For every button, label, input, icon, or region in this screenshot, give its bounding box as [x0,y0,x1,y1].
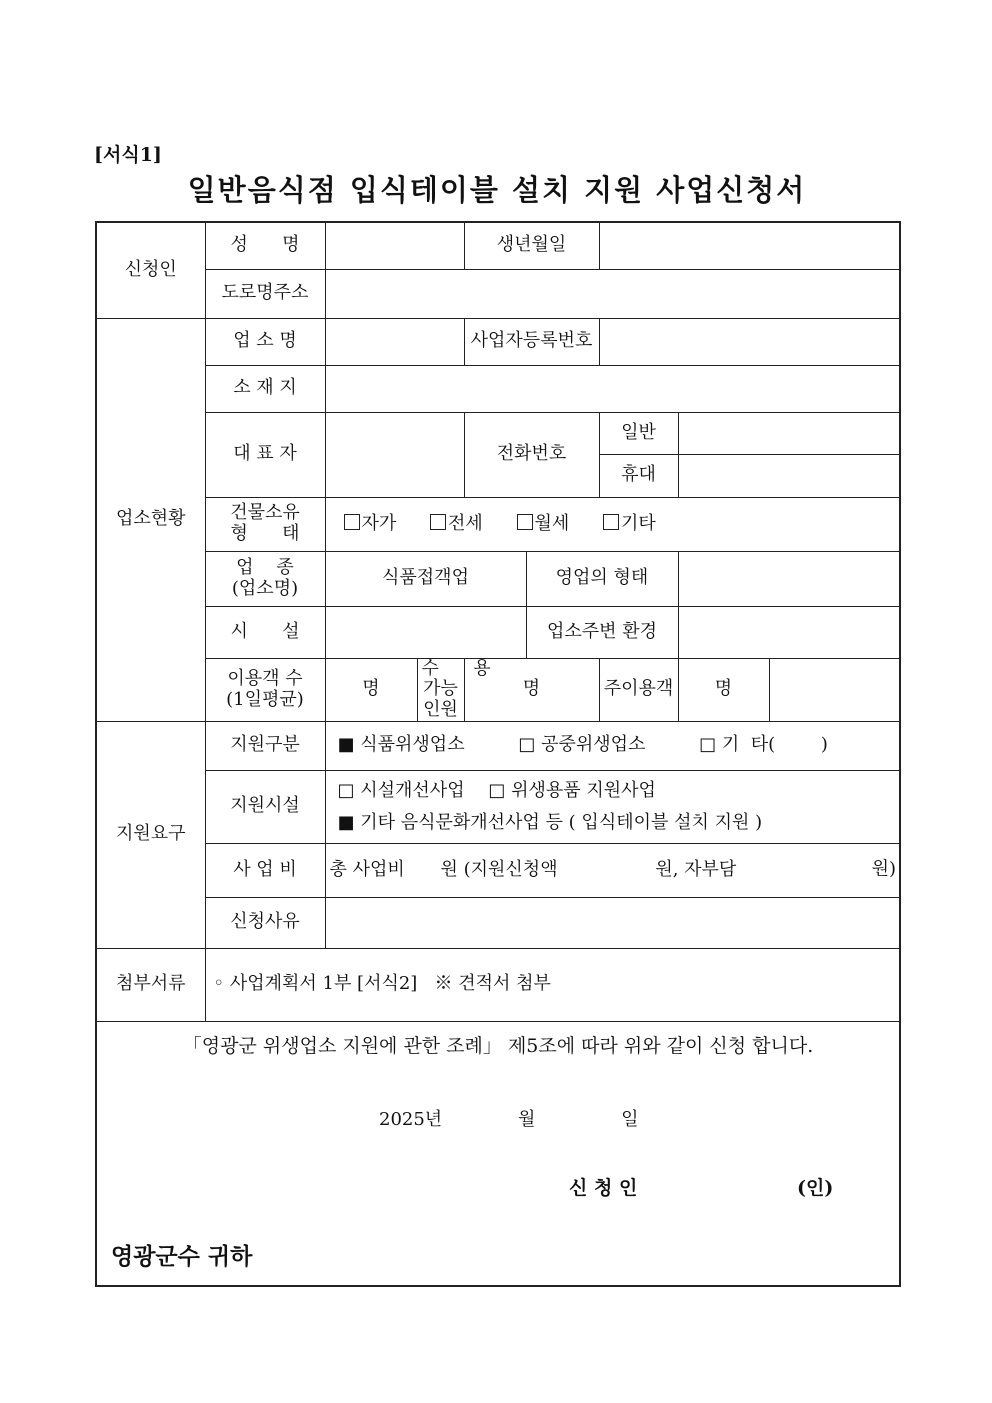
birth-field[interactable] [599,222,900,269]
ownership-other-text: 기타 [621,512,656,534]
support-section-label: 지원요구 [96,721,205,948]
ownership-own-text: 자가 [361,512,397,534]
date-year: 2025년 [379,1108,443,1130]
customers-label-line2: (1일평균) [226,688,304,710]
cost-request-text: 원 (지원신청액 [440,858,558,880]
operation-label: 영업의 형태 [526,551,678,606]
declaration-area [96,1021,900,1286]
attachments-text: ◦ 사업계획서 1부 [서식2] ※ 견적서 첨부 [205,948,900,1021]
ownership-jeonse-text: 전세 [448,512,483,534]
attachments-label: 첨부서류 [96,948,205,1021]
ownership-option-own[interactable] [344,514,397,535]
phone-mobile-field[interactable] [678,454,900,497]
cost-total-text: 총 사업비 [329,858,405,880]
addressee: 영광군수 귀하 [111,1242,253,1270]
cost-label: 사 업 비 [205,843,325,897]
customers-label [205,658,325,721]
ownership-other-checkbox[interactable] [603,514,619,530]
category-food-option[interactable] [338,735,465,756]
facility-improve-mark[interactable]: □ [337,780,355,802]
category-other-option[interactable] [699,735,828,756]
category-food-text: 식품위생업소 [360,734,465,756]
business-type-label-line1: 업 종 [236,556,294,578]
capacity-label [417,657,491,721]
birth-label: 생년월일 [464,222,599,269]
support-facility-line1 [338,775,896,807]
application-form-table [95,221,901,1287]
form-code: [서식1] [94,144,162,166]
facility-improve-text: 시설개선사업 [360,780,465,802]
capacity-label-line1: 수 용 [421,657,491,679]
support-facility-options [325,770,900,843]
category-public-mark[interactable]: □ [518,734,536,756]
phone-label: 전화번호 [464,412,599,497]
business-type-label-line2: (업소명) [231,577,299,599]
representative-field[interactable] [325,412,464,497]
environment-label: 업소주변 환경 [526,606,678,658]
category-public-text: 공중위생업소 [541,734,646,756]
cost-field[interactable] [325,843,900,897]
cost-end-text: 원) [871,858,897,880]
facility-supplies-text: 위생용품 지원사업 [511,780,656,802]
support-facility-label: 지원시설 [205,770,325,843]
reason-label: 신청사유 [205,897,325,948]
address-field[interactable] [325,269,900,318]
date-month: 월 [517,1108,536,1130]
seal-mark: (인) [797,1176,834,1199]
name-field[interactable] [325,222,464,269]
application-date [379,1110,638,1131]
ownership-label-line1: 건물소유 [230,502,300,524]
category-public-option[interactable] [518,735,645,756]
category-other-mark[interactable]: □ [699,734,717,756]
applicant-section-label: 신청인 [96,222,205,318]
facility-supplies-option[interactable] [488,780,656,801]
facility-other-text: 기타 음식문화개선사업 등 ( 입식테이블 설치 지원 ) [360,811,763,833]
ownership-monthly-text: 월세 [534,512,570,534]
reason-field[interactable] [325,897,900,948]
capacity-label-line2: 가능인원 [423,678,458,720]
phone-mobile-label: 휴대 [599,454,678,497]
ownership-label [205,497,325,551]
applicant-signature-label: 신 청 인 [569,1176,638,1199]
name-label: 성 명 [205,222,325,269]
support-category-options [325,721,900,770]
facility-label: 시 설 [205,606,325,658]
ownership-own-checkbox[interactable] [344,514,360,530]
capacity-unit[interactable]: 명 [464,658,599,721]
ownership-label-line2: 형 태 [230,523,300,544]
environment-field[interactable] [678,606,900,658]
shop-name-label: 업 소 명 [205,318,325,365]
ownership-option-jeonse[interactable] [430,514,483,535]
ownership-options [325,497,900,551]
operation-field[interactable] [678,551,900,606]
location-label: 소 재 지 [205,365,325,412]
business-section-label: 업소현황 [96,318,205,721]
date-day: 일 [621,1108,639,1130]
category-food-mark[interactable]: ■ [337,734,355,756]
support-facility-line2[interactable] [338,807,896,839]
ownership-jeonse-checkbox[interactable] [430,514,446,530]
phone-general-field[interactable] [678,412,900,454]
business-type-label [205,551,325,606]
cost-self-text: 원, 자부담 [655,858,737,880]
customers-unit[interactable]: 명 [325,658,417,721]
facility-improve-option[interactable] [338,780,465,801]
facility-supplies-mark[interactable]: □ [488,780,506,802]
phone-general-label: 일반 [599,412,678,454]
support-category-label: 지원구분 [205,721,325,770]
address-label: 도로명주소 [205,269,325,318]
ownership-monthly-checkbox[interactable] [517,514,533,530]
customers-label-line1: 이용객 수 [227,667,303,689]
main-customers-label: 주이용객 [599,658,678,721]
facility-field[interactable] [325,606,526,658]
reg-no-label: 사업자등록번호 [464,318,599,365]
main-customers-unit[interactable]: 명 [678,658,769,721]
facility-other-mark[interactable]: ■ [337,811,355,833]
ownership-option-other[interactable] [603,514,656,535]
ownership-option-monthly[interactable] [517,514,570,535]
business-type-value: 식품접객업 [325,551,526,606]
declaration-text: 「영광군 위생업소 지원에 관한 조례」 제5조에 따라 위와 같이 신청 합니다. [182,1034,814,1057]
category-other-text: 기 타( ) [721,734,828,756]
reg-no-field[interactable] [599,318,900,365]
form-title: 일반음식점 입식테이블 설치 지원 사업신청서 [187,173,807,207]
shop-name-field[interactable] [325,318,464,365]
representative-label: 대 표 자 [205,412,325,497]
location-field[interactable] [325,365,900,412]
